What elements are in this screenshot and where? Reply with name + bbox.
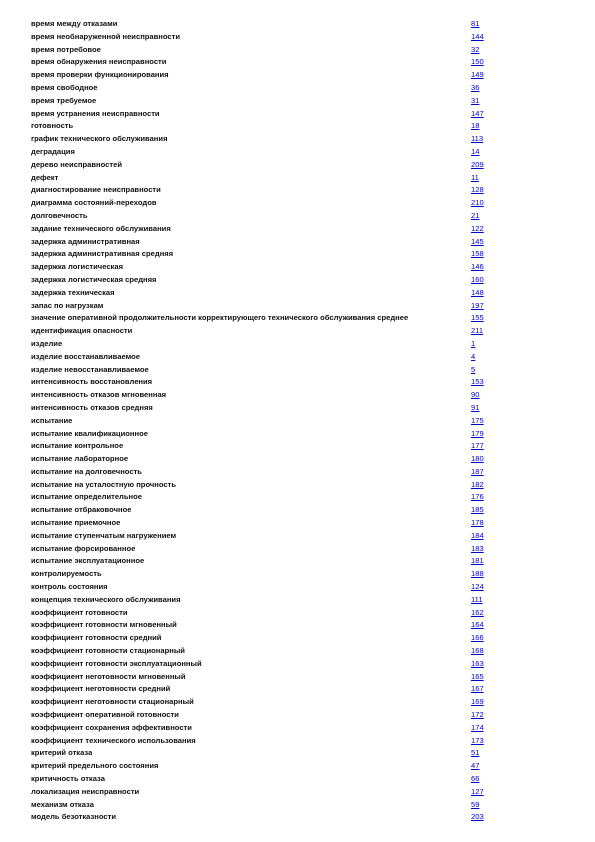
index-term: идентификация опасности bbox=[31, 326, 133, 336]
index-page-link[interactable]: 81 bbox=[471, 19, 480, 28]
index-term: коэффициент готовности стационарный bbox=[31, 646, 185, 656]
index-page-link[interactable]: 174 bbox=[471, 722, 484, 732]
index-page-link[interactable]: 1 bbox=[471, 338, 476, 348]
index-term: коэффициент неготовности средний bbox=[31, 684, 171, 694]
index-term: интенсивность отказов мгновенная bbox=[31, 390, 167, 400]
index-term: интенсивность отказов средняя bbox=[31, 402, 153, 412]
index-page-link[interactable]: 122 bbox=[471, 223, 484, 233]
index-entry bbox=[31, 607, 491, 620]
index-term: диаграмма состояний-переходов bbox=[31, 198, 157, 208]
index-entry bbox=[31, 31, 491, 44]
index-term: испытание отбраковочное bbox=[31, 505, 132, 515]
index-term: время между отказами bbox=[31, 19, 118, 28]
index-term: интенсивность восстановления bbox=[31, 377, 153, 387]
index-term: испытание квалификационное bbox=[31, 428, 148, 438]
index-entry bbox=[31, 543, 491, 556]
index-entry bbox=[31, 683, 491, 696]
index-term: контроль состояния bbox=[31, 582, 108, 592]
index-page-link[interactable]: 5 bbox=[471, 364, 476, 374]
index-term: коэффициент готовности bbox=[31, 607, 128, 617]
index-page-link[interactable]: 153 bbox=[471, 377, 484, 387]
index-page-link[interactable]: 150 bbox=[471, 57, 484, 67]
index-page-link[interactable]: 184 bbox=[471, 530, 484, 540]
index-page-link[interactable]: 124 bbox=[471, 582, 484, 592]
index-page-link[interactable]: 180 bbox=[471, 454, 484, 464]
index-page-link[interactable]: 166 bbox=[471, 633, 484, 643]
index-page-link[interactable]: 145 bbox=[471, 236, 484, 246]
index-entry bbox=[31, 786, 491, 799]
index-page-link[interactable]: 18 bbox=[471, 121, 480, 131]
index-term: задание технического обслуживания bbox=[31, 223, 171, 233]
index-page-link[interactable]: 178 bbox=[471, 518, 484, 528]
index-term: запас по нагрузкам bbox=[31, 300, 104, 310]
index-page-link[interactable]: 11 bbox=[471, 172, 479, 182]
index-page-link[interactable]: 182 bbox=[471, 479, 484, 489]
index-page-link[interactable]: 172 bbox=[471, 710, 484, 720]
index-entry bbox=[31, 300, 491, 313]
index-term: коэффициент готовности эксплуатационный bbox=[31, 658, 202, 668]
index-term: дерево неисправностей bbox=[31, 159, 122, 169]
alphabetical-index bbox=[31, 18, 491, 824]
index-entry bbox=[31, 504, 491, 517]
index-page-link[interactable]: 165 bbox=[471, 671, 484, 681]
index-term: контролируемость bbox=[31, 569, 102, 579]
index-term: время устранения неисправности bbox=[31, 108, 160, 118]
index-term: критерий отказа bbox=[31, 748, 93, 758]
index-page-link[interactable]: 179 bbox=[471, 428, 484, 438]
index-page-link[interactable]: 144 bbox=[471, 31, 484, 41]
index-entry bbox=[31, 133, 491, 146]
index-term: долговечность bbox=[31, 210, 88, 220]
index-entry bbox=[31, 18, 491, 31]
index-page-link[interactable]: 47 bbox=[471, 761, 480, 771]
index-page-link[interactable]: 32 bbox=[471, 44, 480, 54]
index-term: коэффициент готовности мгновенный bbox=[31, 620, 177, 630]
index-term: деградация bbox=[31, 146, 75, 156]
index-term: задержка административная средняя bbox=[31, 249, 174, 259]
index-term: задержка логистическая средняя bbox=[31, 274, 157, 284]
index-entry bbox=[31, 146, 491, 159]
index-page-link[interactable]: 146 bbox=[471, 262, 484, 272]
index-term: задержка техническая bbox=[31, 287, 115, 297]
index-term: испытание ступенчатым нагружением bbox=[31, 530, 177, 540]
index-entry bbox=[31, 735, 491, 748]
index-entry bbox=[31, 491, 491, 504]
index-entry bbox=[31, 517, 491, 530]
index-entry bbox=[31, 568, 491, 581]
index-page-link[interactable]: 163 bbox=[471, 658, 484, 668]
index-term: коэффициент технического использования bbox=[31, 735, 196, 745]
index-entry bbox=[31, 197, 491, 210]
index-entry bbox=[31, 351, 491, 364]
index-term: критерий предельного состояния bbox=[31, 761, 159, 771]
index-term: коэффициент оперативной готовности bbox=[31, 710, 179, 720]
index-term: время потребовое bbox=[31, 44, 101, 54]
index-page-link[interactable]: 181 bbox=[471, 556, 484, 566]
index-term: время свободное bbox=[31, 82, 98, 92]
index-term: диагностирование неисправности bbox=[31, 185, 161, 195]
index-entry bbox=[31, 236, 491, 249]
index-page-link[interactable]: 51 bbox=[471, 748, 480, 758]
index-term: время требуемое bbox=[31, 95, 97, 105]
index-entry bbox=[31, 760, 491, 773]
index-term: концепция технического обслуживания bbox=[31, 594, 181, 604]
index-page-link[interactable]: 128 bbox=[471, 185, 484, 195]
index-term: испытание bbox=[31, 415, 73, 425]
index-entry bbox=[31, 811, 491, 824]
index-term: локализация неисправности bbox=[31, 786, 140, 796]
index-entry bbox=[31, 261, 491, 274]
index-term: значение оперативной продолжительности корректирующего технического обслуживания среднее bbox=[31, 313, 409, 323]
index-page-link[interactable]: 4 bbox=[471, 351, 476, 361]
index-term: испытание эксплуатационное bbox=[31, 556, 145, 566]
index-term: испытание определительное bbox=[31, 492, 142, 502]
index-entry bbox=[31, 210, 491, 223]
index-entry bbox=[31, 722, 491, 735]
index-term: изделие восстанавливаемое bbox=[31, 351, 140, 361]
index-term: время проверки функционирования bbox=[31, 70, 169, 80]
index-entry bbox=[31, 159, 491, 172]
index-term: коэффициент неготовности стационарный bbox=[31, 697, 194, 707]
index-entry bbox=[31, 658, 491, 671]
index-page-link[interactable]: 31 bbox=[471, 95, 480, 105]
index-page-link[interactable]: 66 bbox=[471, 774, 480, 784]
index-entry bbox=[31, 594, 491, 607]
index-page-link[interactable]: 149 bbox=[471, 70, 484, 80]
index-term: коэффициент неготовности мгновенный bbox=[31, 671, 186, 681]
index-entry bbox=[31, 747, 491, 760]
index-entry bbox=[31, 645, 491, 658]
index-entry bbox=[31, 632, 491, 645]
index-page-link[interactable]: 210 bbox=[471, 198, 484, 208]
index-entry bbox=[31, 325, 491, 338]
index-entry bbox=[31, 453, 491, 466]
index-page-link[interactable]: 91 bbox=[471, 402, 480, 412]
index-entry bbox=[31, 440, 491, 453]
index-term: время обнаружения неисправности bbox=[31, 57, 167, 67]
index-term: испытание контрольное bbox=[31, 441, 124, 451]
index-page-link[interactable]: 147 bbox=[471, 108, 484, 118]
index-page-link[interactable]: 127 bbox=[471, 786, 484, 796]
index-page-link[interactable]: 211 bbox=[471, 326, 484, 336]
index-term: коэффициент сохранения эффективности bbox=[31, 722, 192, 732]
index-page-link[interactable]: 197 bbox=[471, 300, 484, 310]
index-page-link[interactable]: 164 bbox=[471, 620, 484, 630]
index-entry bbox=[31, 619, 491, 632]
index-entry bbox=[31, 69, 491, 82]
index-entry bbox=[31, 709, 491, 722]
index-entry bbox=[31, 479, 491, 492]
index-term: готовность bbox=[31, 121, 74, 131]
index-entry bbox=[31, 555, 491, 568]
index-entry bbox=[31, 338, 491, 351]
index-entry bbox=[31, 120, 491, 133]
index-page-link[interactable]: 203 bbox=[471, 812, 484, 822]
index-term: испытание приемочное bbox=[31, 518, 121, 528]
index-entry bbox=[31, 671, 491, 684]
index-page-link[interactable]: 167 bbox=[471, 684, 484, 694]
index-page-link[interactable]: 148 bbox=[471, 287, 484, 297]
index-term: задержка логистическая bbox=[31, 262, 124, 272]
index-entry bbox=[31, 376, 491, 389]
index-term: график технического обслуживания bbox=[31, 134, 168, 144]
index-term: испытание на долговечность bbox=[31, 466, 142, 476]
index-page-link[interactable]: 173 bbox=[471, 735, 484, 745]
index-entry bbox=[31, 364, 491, 377]
index-page-link[interactable]: 185 bbox=[471, 505, 484, 515]
index-page-link[interactable]: 169 bbox=[471, 697, 484, 707]
index-entry bbox=[31, 108, 491, 121]
index-page-link[interactable]: 90 bbox=[471, 390, 480, 400]
index-term: коэффициент готовности средний bbox=[31, 633, 162, 643]
index-term: изделие bbox=[31, 338, 63, 348]
index-page-link[interactable]: 175 bbox=[471, 415, 484, 425]
index-term: модель безотказности bbox=[31, 812, 116, 822]
index-page-link[interactable]: 187 bbox=[471, 466, 484, 476]
index-entry bbox=[31, 415, 491, 428]
index-entry bbox=[31, 223, 491, 236]
index-entry bbox=[31, 402, 491, 415]
index-page-link[interactable]: 21 bbox=[471, 210, 480, 220]
index-page-link[interactable]: 14 bbox=[471, 146, 480, 156]
index-entry bbox=[31, 466, 491, 479]
index-term: время необнаруженной неисправности bbox=[31, 31, 181, 41]
index-page-link[interactable]: 168 bbox=[471, 646, 484, 656]
index-entry bbox=[31, 773, 491, 786]
index-page-link[interactable]: 183 bbox=[471, 543, 484, 553]
index-entry bbox=[31, 312, 491, 325]
index-entry bbox=[31, 287, 491, 300]
index-term: испытание лабораторное bbox=[31, 454, 129, 464]
index-term: испытание на усталостную прочность bbox=[31, 479, 177, 489]
index-page-link[interactable]: 160 bbox=[471, 274, 484, 284]
index-entry bbox=[31, 248, 491, 261]
index-entry bbox=[31, 389, 491, 402]
index-page-link[interactable]: 176 bbox=[471, 492, 484, 502]
index-term: механизм отказа bbox=[31, 799, 94, 809]
index-entry bbox=[31, 95, 491, 108]
index-entry bbox=[31, 696, 491, 709]
index-entry bbox=[31, 428, 491, 441]
index-entry bbox=[31, 56, 491, 69]
index-entry bbox=[31, 581, 491, 594]
index-term: испытание форсированное bbox=[31, 543, 136, 553]
index-entry bbox=[31, 172, 491, 185]
index-page-link[interactable]: 36 bbox=[471, 82, 480, 92]
index-entry bbox=[31, 82, 491, 95]
index-page-link[interactable]: 111 bbox=[471, 594, 483, 604]
index-page-link[interactable]: 59 bbox=[471, 799, 480, 809]
index-page-link[interactable]: 155 bbox=[471, 313, 484, 323]
index-page-link[interactable]: 162 bbox=[471, 607, 484, 617]
index-page-link[interactable]: 177 bbox=[471, 441, 484, 451]
index-term: критичность отказа bbox=[31, 774, 105, 784]
index-entry bbox=[31, 184, 491, 197]
index-page-link[interactable]: 158 bbox=[471, 249, 484, 259]
index-term: изделие невосстанавливаемое bbox=[31, 364, 149, 374]
index-page-link[interactable]: 209 bbox=[471, 159, 484, 169]
index-entry bbox=[31, 799, 491, 812]
index-page-link[interactable]: 188 bbox=[471, 569, 484, 579]
index-entry bbox=[31, 274, 491, 287]
index-entry bbox=[31, 44, 491, 57]
index-page-link[interactable]: 113 bbox=[471, 134, 484, 144]
index-term: задержка административная bbox=[31, 236, 140, 246]
index-entry bbox=[31, 530, 491, 543]
index-term: дефект bbox=[31, 172, 59, 182]
